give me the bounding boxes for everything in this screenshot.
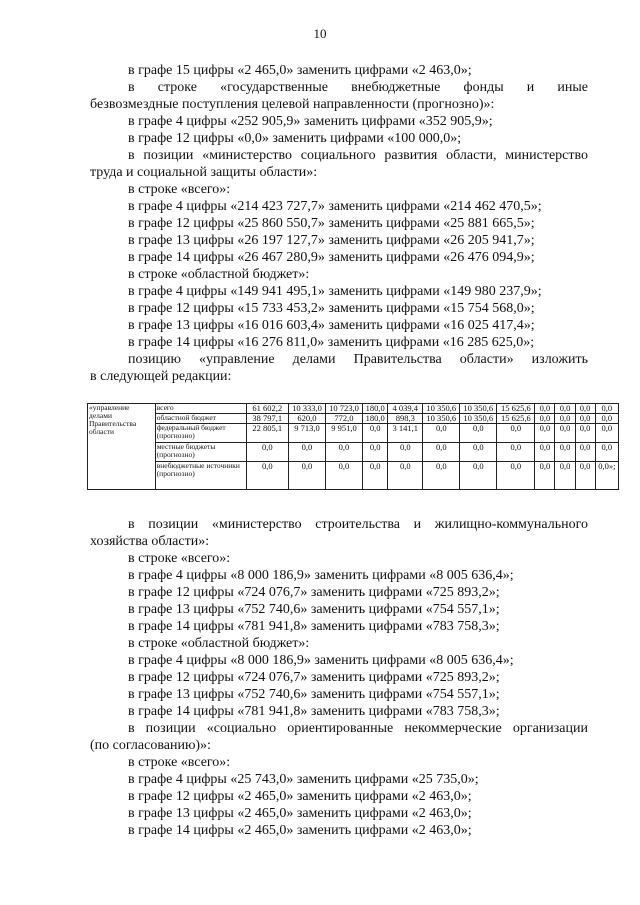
amendment-text-bottom [90, 516, 588, 839]
text-line: в графе 4 цифры «25 743,0» заменить цифрами «25 735,0»; [128, 772, 479, 787]
text-line: в графе 13 цифры «752 740,6» заменить цифрами «754 557,1»; [128, 602, 500, 617]
table-cell: 0,0 [535, 404, 555, 414]
table-cell: 0,0 [555, 462, 575, 490]
text-line: в графе 14 цифры «16 276 811,0» заменить цифрами «16 285 625,0»; [128, 335, 535, 350]
text-line: в графе 13 цифры «26 197 127,7» заменить цифрами «26 205 941,7»; [128, 233, 535, 248]
table-cell: 0,0 [288, 462, 325, 490]
table-cell: 15 625,6 [497, 414, 535, 424]
funding-source-cell: внебюджетные источники (прогнозно) [155, 462, 246, 490]
funding-source-cell: областной бюджет [155, 414, 246, 424]
table-cell: 0,0 [575, 462, 595, 490]
table-cell: 10 350,6 [460, 414, 497, 424]
table-cell: 0,0 [362, 424, 387, 443]
text-line: в позиции «министерство социального развития области, министерство [128, 148, 588, 163]
page-number: 10 [313, 26, 327, 41]
table-cell: 0,0 [535, 424, 555, 443]
table-cell: 0,0 [595, 424, 618, 443]
text-line: хозяйства области»: [90, 534, 210, 549]
table-cell: 0,0 [325, 443, 362, 462]
text-line: безвозмездные поступления целевой направленности (прогнозно)»: [90, 97, 495, 112]
table-cell: 61 602,2 [246, 404, 288, 414]
text-line: в графе 13 цифры «16 016 603,4» заменить цифрами «16 025 417,4»; [128, 318, 535, 333]
table-cell: 0,0 [246, 443, 288, 462]
table-cell: 0,0 [288, 443, 325, 462]
organization-cell: «управление делами Правительства области [88, 404, 156, 490]
text-line: в строке «всего»: [128, 551, 231, 566]
table-cell: 10 350,6 [423, 404, 460, 414]
table-cell: 0,0 [325, 462, 362, 490]
text-line: в графе 12 цифры «0,0» заменить цифрами «100 000,0»; [128, 131, 462, 146]
table-cell: 10 350,6 [423, 414, 460, 424]
text-line: в графе 13 цифры «752 740,6» заменить цифрами «754 557,1»; [128, 687, 500, 702]
text-line: в позиции «министерство строительства и жилищно-коммунального [128, 517, 588, 532]
text-line: в графе 14 цифры «26 467 280,9» заменить цифрами «26 476 094,9»; [128, 250, 535, 265]
text-line: в графе 12 цифры «724 076,7» заменить цифрами «725 893,2»; [128, 670, 500, 685]
text-line: (по согласованию)»: [90, 738, 211, 753]
table-cell: 0,0 [388, 443, 423, 462]
table-cell: 9 951,0 [325, 424, 362, 443]
table-cell: 0,0 [497, 462, 535, 490]
text-line: в графе 12 цифры «25 860 550,7» заменить цифрами «25 881 665,5»; [128, 216, 535, 231]
table-cell: 0,0 [555, 424, 575, 443]
table-cell: 10 333,0 [288, 404, 325, 414]
text-line: труда и социальной защиты области»: [90, 165, 318, 180]
table-cell: 0,0 [460, 443, 497, 462]
text-line: в графе 13 цифры «2 465,0» заменить цифрами «2 463,0»; [128, 806, 472, 821]
table-row [88, 404, 619, 414]
table-cell: 0,0 [497, 443, 535, 462]
text-line: в строке «областной бюджет»: [128, 636, 310, 651]
table-cell: 3 141,1 [388, 424, 423, 443]
text-line: в графе 4 цифры «8 000 186,9» заменить цифрами «8 005 636,4»; [128, 568, 514, 583]
text-line: в графе 14 цифры «2 465,0» заменить цифрами «2 463,0»; [128, 823, 472, 838]
table-cell: 0,0 [423, 443, 460, 462]
table-row [88, 443, 619, 462]
table-row [88, 424, 619, 443]
table-cell: 0,0 [535, 443, 555, 462]
table-cell: 898,3 [388, 414, 423, 424]
text-line: в графе 14 цифры «781 941,8» заменить цифрами «783 758,3»; [128, 619, 500, 634]
table-cell: 0,0 [595, 443, 618, 462]
table-cell: 0,0 [575, 414, 595, 424]
text-line: в графе 12 цифры «724 076,7» заменить цифрами «725 893,2»; [128, 585, 500, 600]
table-cell: 9 713,0 [288, 424, 325, 443]
table-cell: 772,0 [325, 414, 362, 424]
text-line: в строке «всего»: [128, 755, 231, 770]
text-line: в графе 12 цифры «2 465,0» заменить цифрами «2 463,0»; [128, 789, 472, 804]
table-cell: 0,0 [362, 443, 387, 462]
text-line: в графе 12 цифры «15 733 453,2» заменить цифрами «15 754 568,0»; [128, 301, 535, 316]
table-cell: 0,0 [388, 462, 423, 490]
text-line: в графе 15 цифры «2 465,0» заменить цифрами «2 463,0»; [128, 63, 472, 78]
table-cell: 620,0 [288, 414, 325, 424]
table-cell: 22 805,1 [246, 424, 288, 443]
table-cell: 0,0»; [595, 462, 618, 490]
text-line: позицию «управление делами Правительства области» изложить [128, 352, 588, 367]
table-cell: 10 723,0 [325, 404, 362, 414]
text-line: в графе 14 цифры «781 941,8» заменить цифрами «783 758,3»; [128, 704, 500, 719]
table-cell: 180,0 [362, 414, 387, 424]
table-cell: 180,0 [362, 404, 387, 414]
table-cell: 0,0 [423, 424, 460, 443]
table-cell: 0,0 [555, 443, 575, 462]
text-line: в строке «областной бюджет»: [128, 267, 310, 282]
table-cell: 0,0 [460, 424, 497, 443]
table-cell: 38 797,1 [246, 414, 288, 424]
table-cell: 0,0 [423, 462, 460, 490]
amendment-text-top [90, 62, 588, 385]
table-cell: 0,0 [362, 462, 387, 490]
table-cell: 0,0 [575, 443, 595, 462]
table-cell: 0,0 [575, 404, 595, 414]
text-line: в графе 4 цифры «252 905,9» заменить цифрами «352 905,9»; [128, 114, 493, 129]
table-cell: 0,0 [497, 424, 535, 443]
table-row [88, 462, 619, 490]
text-line: в строке «всего»: [128, 182, 231, 197]
budget-table [87, 403, 619, 490]
text-line: в графе 4 цифры «149 941 495,1» заменить цифрами «149 980 237,9»; [128, 284, 542, 299]
funding-source-cell: местные бюджеты (прогнозно) [155, 443, 246, 462]
text-line: в позиции «социально ориентированные некоммерческие организации [128, 721, 588, 736]
table-cell: 0,0 [555, 414, 575, 424]
table-cell: 10 350,6 [460, 404, 497, 414]
text-line: в следующей редакции: [90, 369, 232, 384]
table-cell: 0,0 [535, 414, 555, 424]
funding-source-cell: федеральный бюджет (прогнозно) [155, 424, 246, 443]
text-line: в строке «государственные внебюджетные фонды и иные [128, 80, 588, 95]
table-cell: 0,0 [246, 462, 288, 490]
table-row [88, 414, 619, 424]
table-cell: 4 039,4 [388, 404, 423, 414]
funding-source-cell: всего [155, 404, 246, 414]
table-cell: 0,0 [555, 404, 575, 414]
table-cell: 0,0 [535, 462, 555, 490]
text-line: в графе 4 цифры «214 423 727,7» заменить цифрами «214 462 470,5»; [128, 199, 542, 214]
table-cell: 0,0 [460, 462, 497, 490]
text-line: в графе 4 цифры «8 000 186,9» заменить цифрами «8 005 636,4»; [128, 653, 514, 668]
table-cell: 0,0 [595, 404, 618, 414]
table-cell: 15 625,6 [497, 404, 535, 414]
table-cell: 0,0 [575, 424, 595, 443]
table-cell: 0,0 [595, 414, 618, 424]
